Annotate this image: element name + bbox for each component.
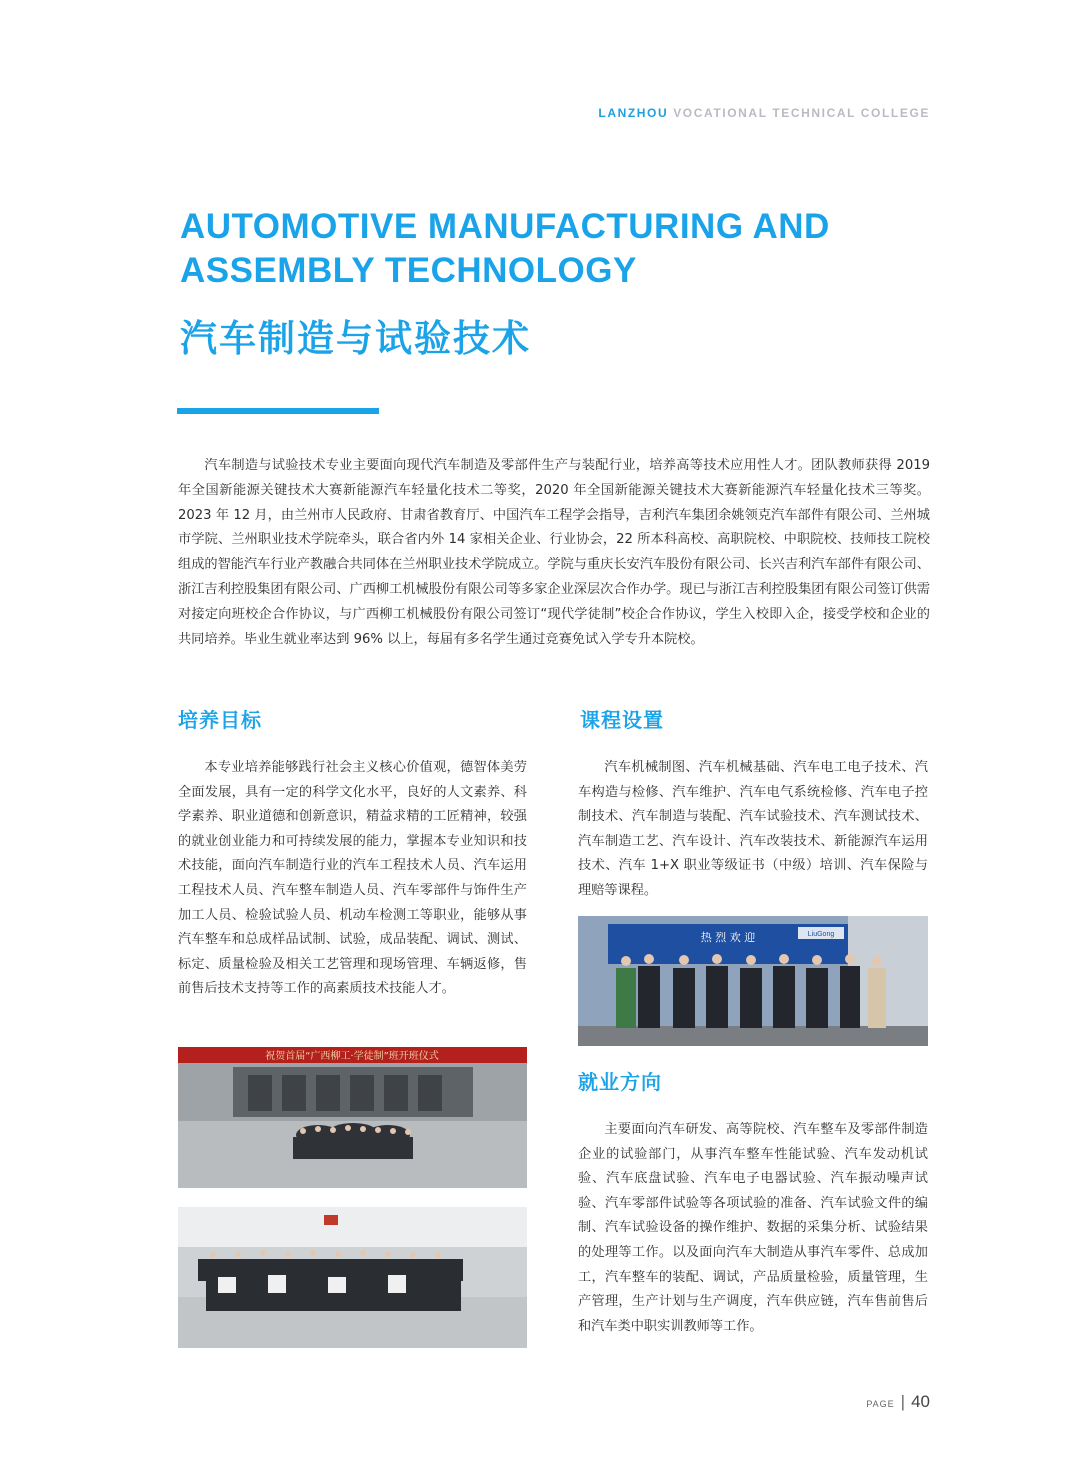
photo-welcome-delegation [578, 916, 928, 1046]
page-separator: | [900, 1392, 906, 1411]
page-number [866, 1392, 930, 1412]
section-title-careers: 就业方向 [578, 1070, 662, 1094]
section-title-goals: 培养目标 [178, 708, 262, 732]
header-brand-rest: VOCATIONAL TECHNICAL COLLEGE [673, 106, 930, 120]
photo-logo-mark [324, 1215, 338, 1225]
intro-paragraph: 汽车制造与试验技术专业主要面向现代汽车制造及零部件生产与装配行业，培养高等技术应用性人才。团队教师获得 2019 年全国新能源关键技术大赛新能源汽车轻量化技术二等奖，2020 年全国新能源关键技术大赛新能源汽车轻量化技术三等奖。2023 年 12 月，由兰州市人民政府、甘肃省教育厅、中国汽车工程学会指导，吉利汽车集团余姚领克汽车部件有限公司、兰州城市学院、兰州职业技术学院牵头，联合省内外 14 家相关企业、行业协会，22 所本科高校、高职院校、中职院校、技师技工院校组成的智能汽车行业产教融合共同体在兰州职业技术学院成立。学院与重庆长安汽车股份有限公司、长兴吉利汽车部件有限公司、浙江吉利控股集团有限公司、广西柳工机械股份有限公司等多家企业深层次合作办学。现已与浙江吉利控股集团有限公司签订供需对接定向班校企合作协议，与广西柳工机械股份有限公司签订“现代学徒制”校企合作协议，学生入校即入企，接受学校和企业的共同培养。毕业生就业率达到 96% 以上，每届有多名学生通过竞赛免试入学专升本院校。 [178, 458, 930, 647]
photo-banner-text: 祝贺首届“广西柳工·学徒制”班开班仪式 [265, 1051, 439, 1062]
college-header [598, 106, 930, 120]
page-label: PAGE [866, 1399, 895, 1409]
page-title-chinese: 汽车制造与试验技术 [180, 317, 531, 360]
page-number-value: 40 [911, 1392, 930, 1411]
photo-opening-ceremony-group [178, 1047, 527, 1188]
section-body-careers: 主要面向汽车研发、高等院校、汽车整车及零部件制造企业的试验部门，从事汽车整车性能试验、汽车发动机试验、汽车底盘试验、汽车电子电器试验、汽车振动噪声试验、汽车零部件试验等各项试验的准备、汽车试验文件的编制、汽车试验设备的操作维护、数据的采集分析、试验结果的处理等工作。以及面向汽车大制造从事汽车零件、总成加工，汽车整车的装配、调试，产品质量检验，质量管理，生产管理，生产计划与生产调度，汽车供应链，汽车售前售后和汽车类中职实训教师等工作。 [578, 1122, 928, 1334]
page-title-english: AUTOMOTIVE MANUFACTURING AND ASSEMBLY TECHNOLOGY [180, 207, 830, 290]
section-title-courses: 课程设置 [580, 708, 664, 732]
header-brand-lanzhou: LANZHOU [598, 106, 669, 120]
photo-welcome-text: 热 烈 欢 迎 [700, 931, 756, 944]
title-underline [177, 408, 379, 414]
section-body-goals: 本专业培养能够践行社会主义核心价值观，德智体美劳全面发展，具有一定的科学文化水平，良好的人文素养、科学素养、职业道德和创新意识，精益求精的工匠精神，较强的就业创业能力和可持续发展的能力，掌握本专业知识和技术技能，面向汽车制造行业的汽车工程技术人员、汽车运用工程技术人员、汽车整车制造人员、汽车零部件与饰件生产加工人员、检验试验人员、机动车检测工等职业，能够从事汽车整车和总成样品试制、试验，成品装配、调试、测试、标定、质量检验及相关工艺管理和现场管理、车辆返修，售前售后技术支持等工作的高素质技术技能人才。 [178, 760, 527, 997]
photo-students-workshop-group [178, 1207, 527, 1348]
photo-logo-text: LiuGong [807, 931, 835, 938]
section-body-courses: 汽车机械制图、汽车机械基础、汽车电工电子技术、汽车构造与检修、汽车维护、汽车电气系统检修、汽车电子控制技术、汽车制造与装配、汽车试验技术、汽车测试技术、汽车制造工艺、汽车设计、汽车改装技术、新能源汽车运用技术、汽车 1+X 职业等级证书（中级）培训、汽车保险与理赔等课程。 [578, 760, 928, 898]
